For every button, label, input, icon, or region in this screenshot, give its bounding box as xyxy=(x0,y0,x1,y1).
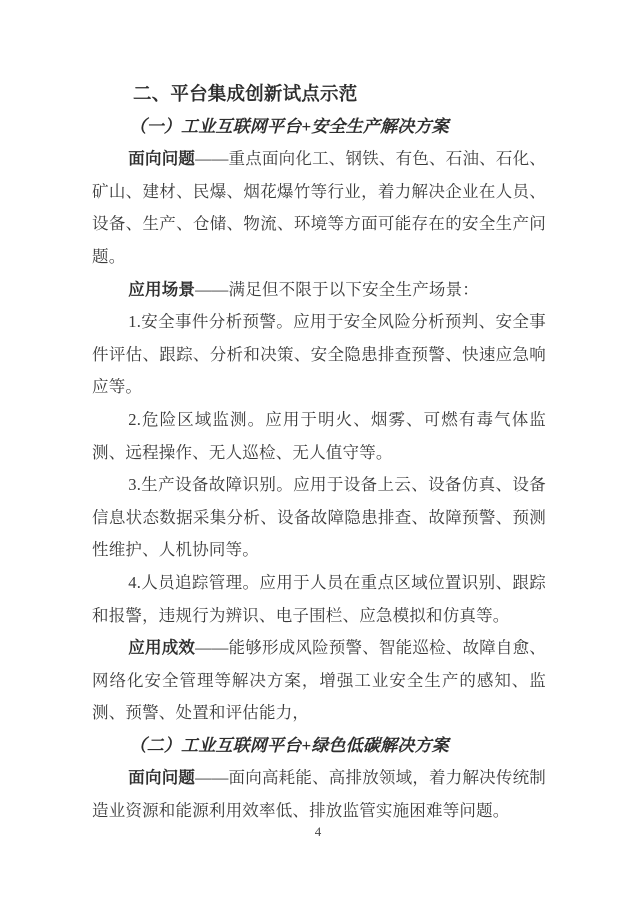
paragraph-lead: 应用场景 xyxy=(128,279,196,299)
paragraph-lead: 应用成效 xyxy=(128,638,196,658)
section-title: 二、平台集成创新试点示范 xyxy=(133,83,358,104)
paragraph-scenario-3 xyxy=(92,469,546,567)
paragraph-facing-problems-2 xyxy=(92,762,546,827)
subsection-heading-1: （一）工业互联网平台+安全生产解决方案 xyxy=(129,116,449,136)
paragraph-text: 1.安全事件分析预警。应用于安全风险分析预判、安全事件评估、跟踪、分析和决策、安全隐患排查预警、快速应急响应等。 xyxy=(92,312,546,397)
paragraph-lead: 面向问题 xyxy=(128,149,196,169)
paragraph-scenario-2 xyxy=(92,404,546,469)
paragraph-text: 3.生产设备故障识别。应用于设备上云、设备仿真、设备信息状态数据采集分析、设备故障隐患排查、故障预警、预测性维护、人机协同等。 xyxy=(92,475,546,560)
paragraph-text: 4.人员追踪管理。应用于人员在重点区域位置识别、跟踪和报警，违规行为辨识、电子围栏、应急模拟和仿真等。 xyxy=(92,572,546,625)
document-content xyxy=(92,78,546,828)
paragraph-text: ——能够形成风险预警、智能巡检、故障自愈、网络化安全管理等解决方案，增强工业安全生产的感知、监测、预警、处置和评估能力， xyxy=(92,638,546,723)
paragraph-scenario-1 xyxy=(92,306,546,404)
paragraph-text: ——满足但不限于以下安全生产场景： xyxy=(195,279,480,299)
paragraph-text: ——面向高耗能、高排放领域，着力解决传统制造业资源和能源利用效率低、排放监管实施困难等问题。 xyxy=(92,768,546,821)
paragraph-text: 2.危险区域监测。应用于明火、烟雾、可燃有毒气体监测、远程操作、无人巡检、无人值守等。 xyxy=(92,409,546,462)
page-number: 4 xyxy=(314,824,322,839)
paragraph-application-scenarios xyxy=(92,274,546,307)
paragraph-facing-problems-1 xyxy=(92,143,546,273)
subsection-heading-2: （二）工业互联网平台+绿色低碳解决方案 xyxy=(129,735,449,755)
paragraph-lead: 面向问题 xyxy=(128,768,196,788)
paragraph-scenario-4 xyxy=(92,567,546,632)
paragraph-text: ——重点面向化工、钢铁、有色、石油、石化、矿山、建材、民爆、烟花爆竹等行业，着力解决企业在人员、设备、生产、仓储、物流、环境等方面可能存在的安全生产问题。 xyxy=(92,149,546,266)
paragraph-application-results xyxy=(92,632,546,730)
